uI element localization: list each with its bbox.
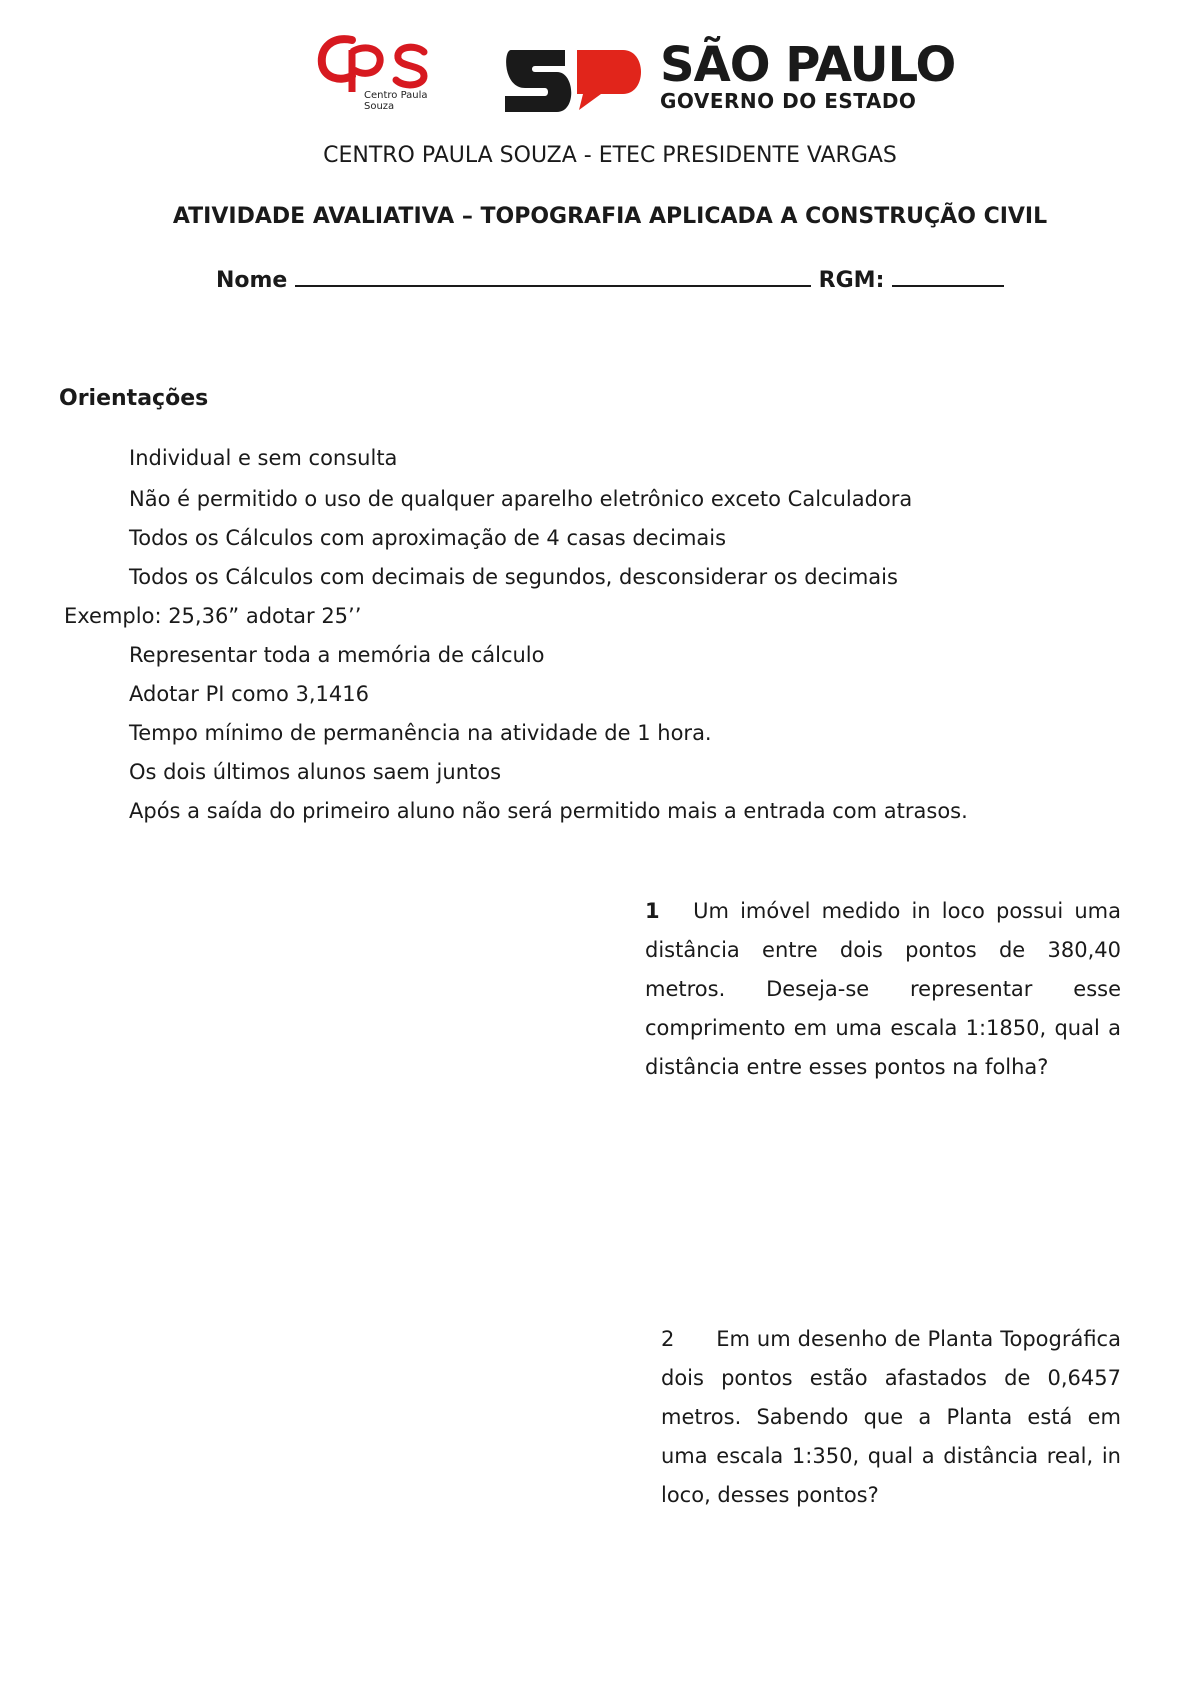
orientation-item: Os dois últimos alunos saem juntos	[129, 760, 502, 784]
sp-logo-text	[660, 37, 956, 113]
question-text: Em um desenho de Planta Topográfica dois pontos estão afastados de 0,6457 metros. Sabendo que a Planta está em uma escala 1:350, qual a distância real, in loco, desses pontos?	[661, 1327, 1121, 1507]
name-label: Nome	[215, 268, 288, 293]
orientation-item: Individual e sem consulta	[129, 446, 398, 470]
orientation-item: Todos os Cálculos com aproximação de 4 casas decimais	[129, 526, 727, 550]
header-logos	[0, 28, 1200, 118]
orientations-heading: Orientações	[59, 386, 209, 411]
cps-logo-mark	[312, 32, 440, 92]
question-1	[645, 892, 1121, 1087]
question-2	[661, 1320, 1121, 1515]
name-line	[0, 263, 1200, 293]
question-number: 2	[661, 1327, 675, 1351]
rgm-field[interactable]	[892, 263, 1004, 287]
activity-title: ATIVIDADE AVALIATIVA – TOPOGRAFIA APLICADA A CONSTRUÇÃO CIVIL	[172, 204, 1048, 229]
orientation-item: Não é permitido o uso de qualquer aparelho eletrônico exceto Calculadora	[129, 487, 913, 511]
orientation-item: Representar toda a memória de cálculo	[129, 643, 545, 667]
orientation-item: Tempo mínimo de permanência na atividade de 1 hora.	[129, 721, 712, 745]
orientation-item: Adotar PI como 3,1416	[129, 682, 369, 706]
school-heading: CENTRO PAULA SOUZA - ETEC PRESIDENTE VARGAS	[323, 143, 897, 168]
name-field[interactable]	[295, 263, 811, 287]
rgm-label: RGM:	[818, 268, 885, 293]
orientation-item: Após a saída do primeiro aluno não será permitido mais a entrada com atrasos.	[129, 799, 968, 823]
question-number: 1	[645, 899, 660, 923]
cps-logo	[312, 32, 440, 116]
orientation-example: Exemplo: 25,36” adotar 25’’	[64, 604, 362, 628]
orientation-item: Todos os Cálculos com decimais de segundos, desconsiderar os decimais	[129, 565, 898, 589]
sp-logo-mark	[505, 46, 645, 114]
sp-logo-title: SÃO PAULO	[660, 37, 956, 93]
question-text: Um imóvel medido in loco possui uma distância entre dois pontos de 380,40 metros. Deseja-se representar esse comprimento em uma escala 1:1850, qual a distância entre esses pontos na folha?	[645, 899, 1121, 1079]
cps-logo-text: Centro Paula Souza	[364, 90, 428, 112]
sp-logo-subtitle: GOVERNO DO ESTADO	[660, 89, 917, 113]
